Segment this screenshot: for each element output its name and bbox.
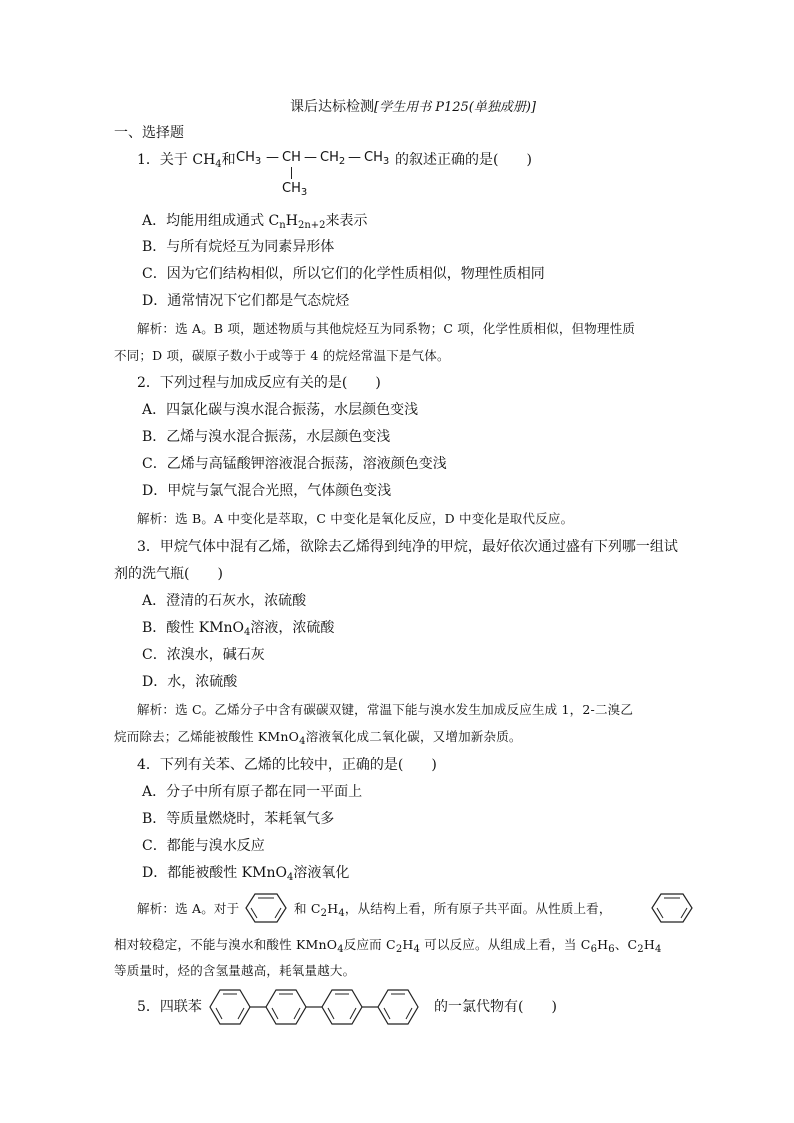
q1-ch3-b: $CH_3$: [364, 150, 390, 167]
q1-pre2: 和: [221, 152, 236, 168]
q1-ch2: $CH_2$: [320, 150, 346, 167]
q1-option-a: A．均能用组成通式 $C_nH_{2n+2}$来表示: [142, 213, 368, 231]
q2-stem: 2．下列过程与加成反应有关的是( ): [137, 375, 381, 391]
q1-bond-3: —: [348, 150, 361, 165]
benzene-ring-icon: [244, 891, 288, 925]
q1-explanation-2: 不同；D 项，碳原子数小于或等于 4 的烷烃常温下是气体。: [114, 348, 450, 363]
q1-bond-2: —: [304, 150, 317, 165]
q4-explanation-1b: 和 $C_2H_4$，从结构上看，所有原子共平面。从性质上看，: [294, 901, 612, 919]
q1-ch3-a: $CH_3$: [236, 150, 262, 167]
q4-stem: 4．下列有关苯、乙烯的比较中，正确的是( ): [137, 757, 437, 773]
q3-option-d: D．水，浓硫酸: [142, 674, 238, 690]
q1-ch: CH: [282, 150, 301, 165]
q1-option-d: D．通常情况下它们都是气态烷烃: [142, 293, 350, 309]
q1-option-c: C．因为它们结构相似，所以它们的化学性质相似，物理性质相同: [142, 266, 545, 282]
q2-option-d: D．甲烷与氯气混合光照，气体颜色变浅: [142, 483, 392, 499]
title-main: 课后达标检测: [290, 99, 374, 115]
quaterphenyl-structure-icon: [208, 987, 430, 1027]
q1-stem-post: 的叙述正确的是( ): [395, 152, 532, 168]
q4-option-c: C．都能与溴水反应: [142, 838, 265, 854]
page-title: [290, 98, 536, 117]
q2-option-a: A．四氯化碳与溴水混合振荡，水层颜色变浅: [142, 402, 419, 418]
q5-stem-post: 的一氯代物有( ): [434, 999, 557, 1015]
q1-pre-sub: 4: [215, 159, 222, 170]
q1-num: 1．: [137, 152, 160, 168]
q1-stem-pre: [137, 151, 236, 169]
q1-option-b: B．与所有烷烃互为同素异形体: [142, 239, 335, 255]
q3-explanation-2: 烷而除去；乙烯能被酸性 KMnO$_4$溶液氧化成二氧化碳，又增加新杂质。: [114, 729, 522, 747]
q2-option-b: B．乙烯与溴水混合振荡，水层颜色变浅: [142, 429, 391, 445]
q5-stem-pre: 5．四联苯: [137, 999, 202, 1015]
q4-explanation-3: 等质量时，烃的含氢量越高，耗氧量越大。: [114, 963, 356, 978]
q4-option-a: A．分子中所有原子都在同一平面上: [142, 784, 363, 800]
q1-structural-formula: [236, 150, 394, 198]
q3-option-a: A．澄清的石灰水，浓硫酸: [142, 593, 307, 609]
q2-option-c: C．乙烯与高锰酸钾溶液混合振荡，溶液颜色变浅: [142, 456, 447, 472]
q4-explanation-1a: 解析：选 A。对于: [137, 901, 240, 916]
q3-stem-1: 3．甲烷气体中混有乙烯，欲除去乙烯得到纯净的甲烷，最好依次通过盛有下列哪一组试: [137, 539, 678, 555]
q3-explanation-1: 解析：选 C。乙烯分子中含有碳碳双键，常温下能与溴水发生加成反应生成 1，2-二溴乙: [137, 702, 634, 717]
section-heading: 一、选择题: [114, 125, 184, 141]
q1-branch-ch3: $CH_3$: [282, 181, 308, 198]
q3-stem-2: 剂的洗气瓶( ): [114, 566, 223, 582]
q4-option-d: D．都能被酸性 KMnO$_4$溶液氧化: [142, 865, 350, 883]
q1-branch-bond: [291, 167, 292, 179]
q2-explanation: 解析：选 B。A 中变化是萃取，C 中变化是氧化反应，D 中变化是取代反应。: [137, 511, 574, 526]
q1-pre: 关于 CH: [159, 152, 216, 168]
q4-option-b: B．等质量燃烧时，苯耗氧气多: [142, 811, 335, 827]
title-sub: [学生用书 P125(单独成册)]: [374, 100, 536, 115]
q4-explanation-2: 相对较稳定，不能与溴水和酸性 KMnO$_4$反应而 $C_2H_4$ 可以反应。从组成上看，当 $C_6H_6$、$C_2H_4$: [114, 937, 662, 955]
q1-bond-1: —: [266, 150, 279, 165]
q3-option-b: B．酸性 KMnO$_4$溶液，浓硫酸: [142, 620, 335, 638]
q3-option-c: C．浓溴水，碱石灰: [142, 647, 265, 663]
benzene-ring-icon: [650, 891, 694, 925]
q1-explanation-1: 解析：选 A。B 项，题述物质与其他烷烃互为同系物；C 项，化学性质相似，但物理性质: [137, 321, 636, 336]
